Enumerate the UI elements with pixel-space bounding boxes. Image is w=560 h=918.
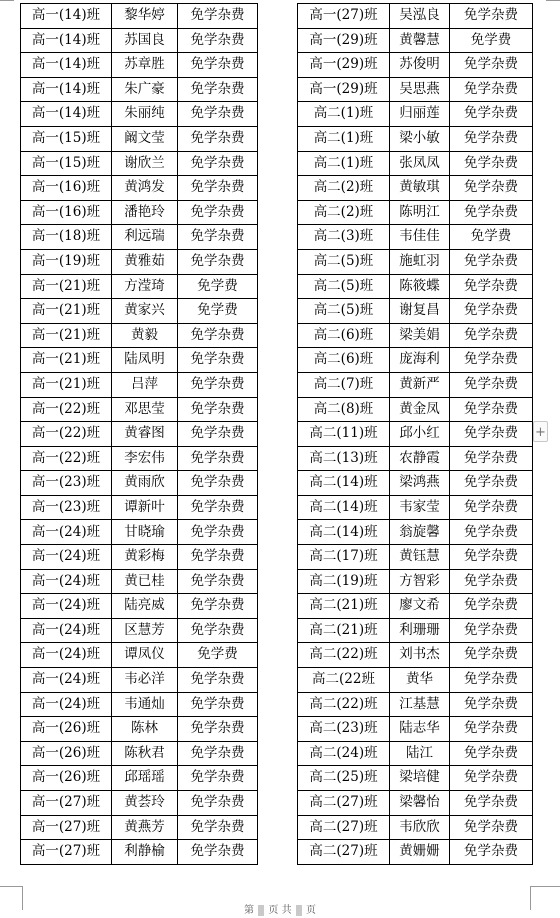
- student-name-cell: 邱小红: [390, 422, 450, 447]
- table-row: [298, 791, 533, 816]
- class-cell: 高一(24)班: [21, 594, 112, 619]
- student-name-cell: 刘书杰: [390, 643, 450, 668]
- student-name-cell: 邱瑶瑶: [112, 766, 178, 791]
- class-cell: 高二(22班: [298, 668, 390, 693]
- student-name-cell: 黄彩梅: [112, 545, 178, 570]
- student-name-cell: 谢复昌: [390, 299, 450, 324]
- student-name-cell: 梁鸿燕: [390, 471, 450, 496]
- class-cell: 高一(24)班: [21, 545, 112, 570]
- table-row: [21, 77, 258, 102]
- exemption-cell: 免学杂费: [450, 618, 533, 643]
- table-row: [298, 692, 533, 717]
- table-row: [298, 102, 533, 127]
- table-row: [21, 815, 258, 840]
- page-corner-mark: [0, 0, 14, 1]
- table-row: [298, 766, 533, 791]
- table-row: [21, 348, 258, 373]
- page-footer: [0, 901, 560, 916]
- class-cell: 高一(22)班: [21, 422, 112, 447]
- class-cell: 高一(21)班: [21, 348, 112, 373]
- student-name-cell: 黄姗姗: [390, 840, 450, 865]
- student-name-cell: 梁培健: [390, 766, 450, 791]
- table-row: [298, 151, 533, 176]
- class-cell: 高二(6)班: [298, 323, 390, 348]
- student-name-cell: 梁馨怡: [390, 791, 450, 816]
- class-cell: 高一(24)班: [21, 520, 112, 545]
- class-cell: 高二(5)班: [298, 299, 390, 324]
- class-cell: 高一(24)班: [21, 643, 112, 668]
- table-row: [21, 397, 258, 422]
- table-row: [298, 397, 533, 422]
- table-row: [21, 176, 258, 201]
- student-name-cell: 韦必洋: [112, 668, 178, 693]
- student-name-cell: 张凤凤: [390, 151, 450, 176]
- exemption-cell: 免学杂费: [450, 495, 533, 520]
- class-cell: 高一(22)班: [21, 397, 112, 422]
- table-row: [21, 53, 258, 78]
- student-name-cell: 黄钰慧: [390, 545, 450, 570]
- exemption-cell: 免学杂费: [178, 102, 258, 127]
- student-name-cell: 陆凤明: [112, 348, 178, 373]
- exemption-cell: 免学杂费: [450, 668, 533, 693]
- student-name-cell: 邓思莹: [112, 397, 178, 422]
- student-name-cell: 黄家兴: [112, 299, 178, 324]
- class-cell: 高二(5)班: [298, 249, 390, 274]
- table-row: [298, 594, 533, 619]
- class-cell: 高一(29)班: [298, 53, 390, 78]
- class-cell: 高二(14)班: [298, 471, 390, 496]
- exemption-cell: 免学杂费: [450, 151, 533, 176]
- student-name-cell: 谭新叶: [112, 495, 178, 520]
- exemption-cell: 免学杂费: [178, 323, 258, 348]
- class-cell: 高二(1)班: [298, 126, 390, 151]
- table-row: [298, 28, 533, 53]
- class-cell: 高一(27)班: [298, 4, 390, 29]
- table-row: [21, 126, 258, 151]
- class-cell: 高二(1)班: [298, 102, 390, 127]
- table-row: [298, 126, 533, 151]
- student-name-cell: 黄已桂: [112, 569, 178, 594]
- table-row: [298, 741, 533, 766]
- student-name-cell: 黄燕芳: [112, 815, 178, 840]
- student-name-cell: 梁小敏: [390, 126, 450, 151]
- student-name-cell: 陆亮威: [112, 594, 178, 619]
- student-name-cell: 朱广豪: [112, 77, 178, 102]
- exemption-cell: 免学杂费: [450, 471, 533, 496]
- exemption-cell: 免学杂费: [178, 397, 258, 422]
- table-row: [298, 323, 533, 348]
- table-row: [21, 151, 258, 176]
- class-cell: 高一(24)班: [21, 618, 112, 643]
- exemption-cell: 免学杂费: [450, 102, 533, 127]
- exemption-cell: 免学杂费: [450, 643, 533, 668]
- table-row: [21, 249, 258, 274]
- student-name-cell: 李宏伟: [112, 446, 178, 471]
- table-row: [21, 840, 258, 865]
- class-cell: 高二(25)班: [298, 766, 390, 791]
- student-name-cell: 苏章胜: [112, 53, 178, 78]
- table-row: [21, 422, 258, 447]
- table-row: [298, 471, 533, 496]
- student-name-cell: 廖文希: [390, 594, 450, 619]
- student-name-cell: 黄雨欣: [112, 471, 178, 496]
- table-row: [298, 520, 533, 545]
- class-cell: 高二(14)班: [298, 520, 390, 545]
- class-cell: 高一(24)班: [21, 692, 112, 717]
- exemption-cell: 免学杂费: [178, 28, 258, 53]
- student-name-cell: 黄雅茹: [112, 249, 178, 274]
- exemption-cell: 免学杂费: [178, 446, 258, 471]
- exemption-cell: 免学杂费: [450, 126, 533, 151]
- class-cell: 高一(23)班: [21, 471, 112, 496]
- student-name-cell: 吴思燕: [390, 77, 450, 102]
- table-row: [21, 225, 258, 250]
- class-cell: 高一(15)班: [21, 126, 112, 151]
- exemption-cell: 免学杂费: [450, 53, 533, 78]
- exemption-cell: 免学杂费: [450, 249, 533, 274]
- class-cell: 高一(19)班: [21, 249, 112, 274]
- class-cell: 高一(23)班: [21, 495, 112, 520]
- footer-total-prefix: 共: [281, 905, 292, 916]
- exemption-cell: 免学杂费: [178, 668, 258, 693]
- table-row: [21, 471, 258, 496]
- student-name-cell: 吴泓良: [390, 4, 450, 29]
- exemption-cell: 免学杂费: [178, 77, 258, 102]
- exemption-cell: 免学杂费: [178, 495, 258, 520]
- student-name-cell: 黄毅: [112, 323, 178, 348]
- class-cell: 高一(14)班: [21, 102, 112, 127]
- table-row: [21, 4, 258, 29]
- student-name-cell: 归丽莲: [390, 102, 450, 127]
- table-row: [21, 274, 258, 299]
- student-name-cell: 利珊珊: [390, 618, 450, 643]
- table-row: [298, 77, 533, 102]
- class-cell: 高二(21)班: [298, 594, 390, 619]
- class-cell: 高二(17)班: [298, 545, 390, 570]
- class-cell: 高一(14)班: [21, 53, 112, 78]
- student-name-cell: 陆志华: [390, 717, 450, 742]
- table-row: [298, 176, 533, 201]
- class-cell: 高二(27)班: [298, 840, 390, 865]
- page-corner-mark: [546, 0, 560, 1]
- class-cell: 高二(22)班: [298, 643, 390, 668]
- class-cell: 高二(14)班: [298, 495, 390, 520]
- class-cell: 高一(29)班: [298, 28, 390, 53]
- exemption-cell: 免学杂费: [178, 545, 258, 570]
- table-row: [21, 594, 258, 619]
- class-cell: 高二(2)班: [298, 200, 390, 225]
- table-row: [298, 446, 533, 471]
- student-name-cell: 韦佳佳: [390, 225, 450, 250]
- exemption-cell: 免学杂费: [450, 717, 533, 742]
- class-cell: 高二(19)班: [298, 569, 390, 594]
- student-name-cell: 黄华: [390, 668, 450, 693]
- footer-total-unit: 页: [305, 905, 316, 916]
- table-row: [21, 520, 258, 545]
- exemption-cell: 免学杂费: [450, 323, 533, 348]
- class-cell: 高一(16)班: [21, 200, 112, 225]
- exemption-cell: 免学杂费: [450, 274, 533, 299]
- class-cell: 高二(1)班: [298, 151, 390, 176]
- exemption-cell: 免学杂费: [450, 791, 533, 816]
- table-row: [298, 422, 533, 447]
- table-body-right: [298, 4, 533, 865]
- exemption-cell: 免学杂费: [450, 569, 533, 594]
- table-row: [298, 668, 533, 693]
- class-cell: 高二(7)班: [298, 372, 390, 397]
- table-row: [21, 717, 258, 742]
- class-cell: 高一(27)班: [21, 840, 112, 865]
- student-name-cell: 黄鸿发: [112, 176, 178, 201]
- class-cell: 高一(22)班: [21, 446, 112, 471]
- class-cell: 高一(14)班: [21, 4, 112, 29]
- class-cell: 高二(5)班: [298, 274, 390, 299]
- exemption-cell: 免学杂费: [450, 840, 533, 865]
- student-table-left: [20, 3, 258, 865]
- student-name-cell: 施虹羽: [390, 249, 450, 274]
- table-row: [21, 545, 258, 570]
- table-row: [21, 200, 258, 225]
- student-name-cell: 黄金凤: [390, 397, 450, 422]
- student-name-cell: 黄敏琪: [390, 176, 450, 201]
- student-name-cell: 陈秋君: [112, 741, 178, 766]
- student-name-cell: 庞海利: [390, 348, 450, 373]
- plus-icon: +: [535, 425, 546, 440]
- table-row: [298, 495, 533, 520]
- exemption-cell: 免学杂费: [178, 249, 258, 274]
- exemption-cell: 免学杂费: [450, 692, 533, 717]
- student-name-cell: 韦欣欣: [390, 815, 450, 840]
- exemption-cell: 免学杂费: [178, 53, 258, 78]
- student-name-cell: 韦家莹: [390, 495, 450, 520]
- exemption-cell: 免学杂费: [178, 348, 258, 373]
- exemption-cell: 免学杂费: [178, 372, 258, 397]
- exemption-cell: 免学杂费: [178, 422, 258, 447]
- table-row: [21, 495, 258, 520]
- student-name-cell: 陈林: [112, 717, 178, 742]
- class-cell: 高一(26)班: [21, 741, 112, 766]
- table-row: [298, 618, 533, 643]
- exemption-cell: 免学杂费: [178, 569, 258, 594]
- exemption-cell: 免学杂费: [450, 446, 533, 471]
- student-name-cell: 吕萍: [112, 372, 178, 397]
- exemption-cell: 免学费: [178, 299, 258, 324]
- class-cell: 高二(23)班: [298, 717, 390, 742]
- exemption-cell: 免学杂费: [178, 717, 258, 742]
- student-name-cell: 黄睿图: [112, 422, 178, 447]
- student-name-cell: 阚文莹: [112, 126, 178, 151]
- exemption-cell: 免学费: [178, 643, 258, 668]
- exemption-cell: 免学杂费: [178, 815, 258, 840]
- class-cell: 高一(14)班: [21, 77, 112, 102]
- table-row: [21, 791, 258, 816]
- student-name-cell: 利静榆: [112, 840, 178, 865]
- class-cell: 高二(8)班: [298, 397, 390, 422]
- exemption-cell: 免学杂费: [178, 618, 258, 643]
- exemption-cell: 免学杂费: [178, 4, 258, 29]
- exemption-cell: 免学杂费: [178, 741, 258, 766]
- exemption-cell: 免学杂费: [450, 176, 533, 201]
- exemption-cell: 免学杂费: [450, 815, 533, 840]
- table-row: [21, 372, 258, 397]
- student-name-cell: 苏国良: [112, 28, 178, 53]
- student-name-cell: 甘晓瑜: [112, 520, 178, 545]
- table-row: [21, 446, 258, 471]
- page-corner-mark: [530, 886, 560, 887]
- table-row: [298, 348, 533, 373]
- exemption-cell: 免学杂费: [450, 200, 533, 225]
- exemption-cell: 免学杂费: [178, 594, 258, 619]
- table-row: [21, 102, 258, 127]
- table-row: [21, 766, 258, 791]
- table-row: [21, 569, 258, 594]
- class-cell: 高二(22)班: [298, 692, 390, 717]
- student-name-cell: 黄馨慧: [390, 28, 450, 53]
- student-name-cell: 黄荟玲: [112, 791, 178, 816]
- table-row: [21, 741, 258, 766]
- exemption-cell: 免学杂费: [178, 840, 258, 865]
- exemption-cell: 免学杂费: [450, 348, 533, 373]
- table-row: [298, 225, 533, 250]
- table-row: [298, 53, 533, 78]
- footer-prefix: 第: [244, 905, 255, 916]
- exemption-cell: 免学杂费: [450, 372, 533, 397]
- exemption-cell: 免学费: [178, 274, 258, 299]
- table-row: [298, 569, 533, 594]
- class-cell: 高二(11)班: [298, 422, 390, 447]
- table-row: [298, 299, 533, 324]
- class-cell: 高一(24)班: [21, 569, 112, 594]
- exemption-cell: 免学杂费: [450, 4, 533, 29]
- student-table-right: [297, 3, 533, 865]
- class-cell: 高二(27)班: [298, 815, 390, 840]
- footer-page-unit: 页: [268, 905, 279, 916]
- table-row: [21, 692, 258, 717]
- table-row: [298, 4, 533, 29]
- table-row: [21, 299, 258, 324]
- table-row: [298, 249, 533, 274]
- exemption-cell: 免学杂费: [178, 176, 258, 201]
- class-cell: 高二(3)班: [298, 225, 390, 250]
- student-name-cell: 陈明江: [390, 200, 450, 225]
- class-cell: 高一(26)班: [21, 717, 112, 742]
- exemption-cell: 免学杂费: [178, 151, 258, 176]
- student-name-cell: 谭凤仪: [112, 643, 178, 668]
- student-name-cell: 区慧芳: [112, 618, 178, 643]
- exemption-cell: 免学杂费: [178, 766, 258, 791]
- exemption-cell: 免学杂费: [178, 471, 258, 496]
- student-name-cell: 农静霞: [390, 446, 450, 471]
- class-cell: 高一(29)班: [298, 77, 390, 102]
- student-name-cell: 韦通灿: [112, 692, 178, 717]
- add-row-button[interactable]: [533, 421, 548, 442]
- class-cell: 高二(27)班: [298, 791, 390, 816]
- class-cell: 高一(24)班: [21, 668, 112, 693]
- student-name-cell: 利远瑞: [112, 225, 178, 250]
- student-name-cell: 方智彩: [390, 569, 450, 594]
- student-name-cell: 黄新严: [390, 372, 450, 397]
- exemption-cell: 免学杂费: [450, 741, 533, 766]
- class-cell: 高一(21)班: [21, 323, 112, 348]
- class-cell: 高一(14)班: [21, 28, 112, 53]
- class-cell: 高一(21)班: [21, 372, 112, 397]
- table-row: [298, 200, 533, 225]
- exemption-cell: 免学杂费: [178, 225, 258, 250]
- class-cell: 高一(16)班: [21, 176, 112, 201]
- exemption-cell: 免学费: [450, 28, 533, 53]
- exemption-cell: 免学杂费: [450, 397, 533, 422]
- table-row: [21, 323, 258, 348]
- table-row: [298, 274, 533, 299]
- exemption-cell: 免学杂费: [450, 520, 533, 545]
- class-cell: 高一(26)班: [21, 766, 112, 791]
- table-row: [21, 643, 258, 668]
- exemption-cell: 免学杂费: [450, 545, 533, 570]
- table-row: [298, 643, 533, 668]
- table-row: [21, 28, 258, 53]
- student-name-cell: 陈筱蝶: [390, 274, 450, 299]
- table-row: [298, 545, 533, 570]
- exemption-cell: 免学杂费: [178, 692, 258, 717]
- table-row: [21, 618, 258, 643]
- class-cell: 高一(21)班: [21, 274, 112, 299]
- class-cell: 高二(2)班: [298, 176, 390, 201]
- exemption-cell: 免学费: [450, 225, 533, 250]
- student-name-cell: 苏俊明: [390, 53, 450, 78]
- student-name-cell: 江基慧: [390, 692, 450, 717]
- student-name-cell: 黎华婷: [112, 4, 178, 29]
- table-body-left: [21, 4, 258, 865]
- class-cell: 高二(21)班: [298, 618, 390, 643]
- exemption-cell: 免学杂费: [450, 594, 533, 619]
- class-cell: 高二(24)班: [298, 741, 390, 766]
- table-row: [298, 840, 533, 865]
- student-name-cell: 梁美娟: [390, 323, 450, 348]
- student-name-cell: 朱丽纯: [112, 102, 178, 127]
- student-name-cell: 陆江: [390, 741, 450, 766]
- student-name-cell: 谢欣兰: [112, 151, 178, 176]
- table-row: [298, 372, 533, 397]
- exemption-cell: 免学杂费: [450, 766, 533, 791]
- table-row: [21, 668, 258, 693]
- exemption-cell: 免学杂费: [178, 126, 258, 151]
- class-cell: 高二(6)班: [298, 348, 390, 373]
- exemption-cell: 免学杂费: [450, 77, 533, 102]
- table-row: [298, 717, 533, 742]
- exemption-cell: 免学杂费: [178, 791, 258, 816]
- class-cell: 高一(18)班: [21, 225, 112, 250]
- exemption-cell: 免学杂费: [178, 520, 258, 545]
- class-cell: 高一(27)班: [21, 791, 112, 816]
- exemption-cell: 免学杂费: [178, 200, 258, 225]
- class-cell: 高二(13)班: [298, 446, 390, 471]
- table-row: [298, 815, 533, 840]
- current-page-field: [258, 905, 264, 916]
- total-pages-field: [296, 905, 302, 916]
- page-corner-mark: [0, 886, 22, 887]
- class-cell: 高一(21)班: [21, 299, 112, 324]
- student-name-cell: 方滢琦: [112, 274, 178, 299]
- student-name-cell: 翁旋馨: [390, 520, 450, 545]
- exemption-cell: 免学杂费: [450, 299, 533, 324]
- student-name-cell: 潘艳玲: [112, 200, 178, 225]
- class-cell: 高一(27)班: [21, 815, 112, 840]
- class-cell: 高一(15)班: [21, 151, 112, 176]
- exemption-cell: 免学杂费: [450, 422, 533, 447]
